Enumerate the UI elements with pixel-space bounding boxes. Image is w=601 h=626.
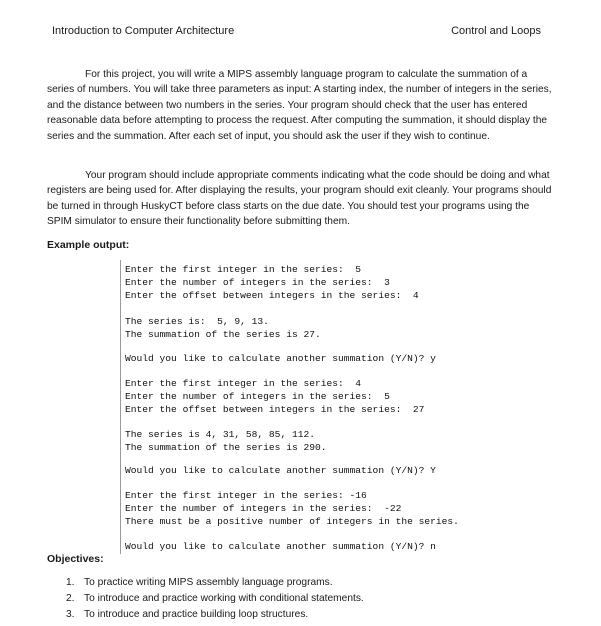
terminal-line: Enter the number of integers in the series: 5 xyxy=(125,391,390,402)
terminal-line: Would you like to calculate another summation (Y/N)? n xyxy=(125,541,436,552)
terminal-line: Enter the offset between integers in the series: 27 xyxy=(125,404,425,415)
terminal-line: Enter the offset between integers in the series: 4 xyxy=(125,290,419,301)
objective-number: 1. xyxy=(66,577,75,588)
example-output-label: Example output: xyxy=(47,239,130,251)
objectives-label: Objectives: xyxy=(47,553,104,565)
intro-paragraph-text: For this project, you will write a MIPS assembly language program to calculate the summation of a series of numbers. You will take three parameters as input: A starting index, the number of integers in the series, and the distance between two numbers in the series. Your program should check that the user has entered reasonable data before attempting to process the request. After computing the summation, it should display the series and the summation. After each set of input, you should ask the user if they wish to continue. xyxy=(47,69,552,142)
objective-number: 3. xyxy=(66,609,75,620)
objectives-list xyxy=(66,575,364,623)
objective-item xyxy=(66,575,364,591)
terminal-line: The series is: 5, 9, 13. xyxy=(125,316,269,327)
terminal-line: Enter the number of integers in the series: -22 xyxy=(125,503,402,514)
objective-item xyxy=(66,607,364,623)
terminal-line: Would you like to calculate another summation (Y/N)? y xyxy=(125,353,436,364)
objective-text: To practice writing MIPS assembly language programs. xyxy=(84,577,333,588)
terminal-line: Enter the first integer in the series: -16 xyxy=(125,490,367,501)
intro-paragraph xyxy=(47,67,553,144)
objective-text: To introduce and practice working with conditional statements. xyxy=(84,593,364,604)
terminal-line: Enter the number of integers in the series: 3 xyxy=(125,277,390,288)
terminal-line: Enter the first integer in the series: 5 xyxy=(125,264,362,275)
header-course-title: Introduction to Computer Architecture xyxy=(52,25,235,37)
terminal-line: The series is 4, 31, 58, 85, 112. xyxy=(125,429,315,440)
terminal-line: Would you like to calculate another summation (Y/N)? Y xyxy=(125,465,436,476)
requirements-paragraph-text: Your program should include appropriate comments indicating what the code should be doing and what registers are being used for. After displaying the results, your program should exit cleanly. Your programs should be turned in through HuskyCT before class starts on the due date. You should test your programs using the SPIM simulator to ensure their functionality before submitting them. xyxy=(47,170,552,228)
terminal-line: Enter the first integer in the series: 4 xyxy=(125,378,362,389)
objective-item xyxy=(66,591,364,607)
requirements-paragraph xyxy=(47,168,553,230)
objective-text: To introduce and practice building loop structures. xyxy=(84,609,309,620)
terminal-line: There must be a positive number of integers in the series. xyxy=(125,516,459,527)
header-topic: Control and Loops xyxy=(451,25,541,37)
example-terminal-output xyxy=(120,260,561,554)
terminal-line: The summation of the series is 27. xyxy=(125,329,321,340)
objective-number: 2. xyxy=(66,593,75,604)
terminal-line: The summation of the series is 290. xyxy=(125,442,327,453)
